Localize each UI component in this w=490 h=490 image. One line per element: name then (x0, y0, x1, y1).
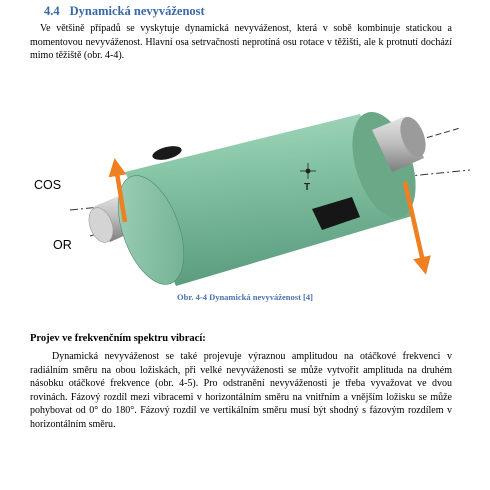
body-paragraph: Dynamická nevyváženost se také projevuje výraznou amplitudou na otáčkové frekvenci v radiálním směru na obou ložiskách, při velké nevyváženosti se může vytvořit amplituda na druhém násobku otáčkové frekvence (obr. 4-5). Pro odstranění nevyváženosti je třeba vyvažovat ve dvou rovinách. Fázový rozdíl mezi vibracemi v horizontálním směru na vnitřním a vnějším ložisku se může pohybovat od 0° do 180°. Fázový rozdíl ve vertikálním směru musí být shodný s fázovým rozdílem v horizontálním směru. (30, 351, 452, 430)
figure-caption: Obr. 4-4 Dynamická nevyváženost [4] (177, 292, 313, 302)
section-title: Dynamická nevyváženost (69, 4, 205, 18)
cog-label: T (304, 182, 311, 193)
intro-paragraph: Ve většině případů se vyskytuje dynamická nevyváženost, která v sobě kombinuje statickou a momentovou nevyváženost. Hlavní osa setrvačnosti neprotíná osu rotace v těžišti, ale k protnutí dochází mimo těžiště (obr. 4-4). (30, 23, 452, 62)
axis-label-cos: COS (34, 178, 62, 192)
axis-label-or: OR (53, 238, 72, 252)
section-number: 4.4 (44, 4, 60, 18)
rotor-figure (0, 100, 490, 290)
subsection-title: Projev ve frekvenčním spektru vibrací: (30, 333, 206, 344)
section-heading (44, 4, 205, 19)
